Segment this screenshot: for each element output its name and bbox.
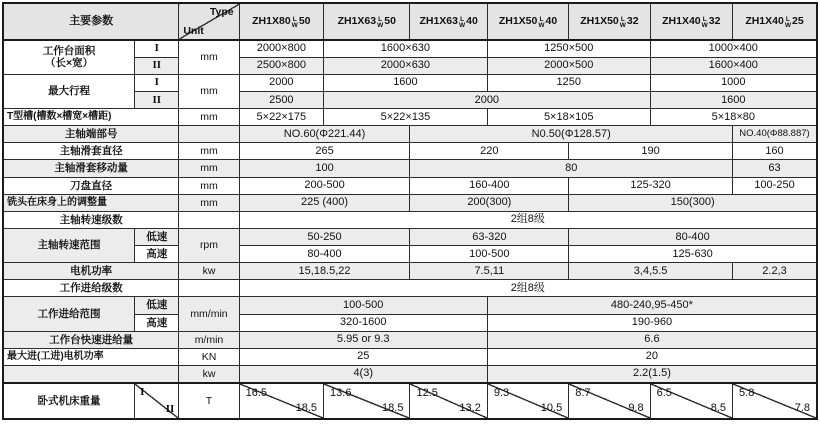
value-cell: 265 <box>239 143 410 160</box>
unit-cell: mm <box>179 194 239 211</box>
model-prefix: ZH1X40 <box>662 14 701 27</box>
row-label: 工作台快速进给量 <box>3 331 179 348</box>
value-cell: 225 (400) <box>239 194 410 211</box>
model-prefix: ZH1X80 <box>252 14 291 27</box>
weight-cell: 5.8 7.8 <box>733 383 818 420</box>
row-rapid-feed <box>3 331 817 348</box>
value-cell: 2组8级 <box>239 211 817 228</box>
sub-label-ii: II <box>165 403 175 416</box>
row-label: 铣头在床身上的调整量 <box>3 194 179 211</box>
value-cell: 1000×400 <box>650 40 817 57</box>
model-size: 25 <box>791 14 804 27</box>
row-feed-motor-kw <box>3 365 817 382</box>
model-header-zh1x63-50 <box>324 3 410 40</box>
value-cell: N0.50(Φ128.57) <box>410 126 733 143</box>
unit-cell: mm <box>179 74 239 108</box>
row-t-slot <box>3 109 817 126</box>
value-cell: 4(3) <box>239 365 487 382</box>
value-cell: 50-250 <box>239 228 410 245</box>
row-spindle-speed-low <box>3 228 817 245</box>
row-worktable-area-i <box>3 40 817 57</box>
unit-cell: T <box>179 383 239 420</box>
value-cell: 6.6 <box>487 331 817 348</box>
value-cell: 3,4,5.5 <box>569 263 733 280</box>
row-max-travel-i <box>3 74 817 91</box>
value-cell: NO.60(Φ221.44) <box>239 126 410 143</box>
weight-cell: 13.6 18.5 <box>324 383 410 420</box>
row-feed-steps <box>3 280 817 297</box>
value-cell: 1600×400 <box>650 57 817 74</box>
value-cell: 80-400 <box>239 246 410 263</box>
unit-cell: kw <box>179 365 239 382</box>
row-machine-weight <box>3 383 817 420</box>
value-cell: 63-320 <box>410 228 569 245</box>
unit-cell <box>179 211 239 228</box>
unit-cell <box>179 280 239 297</box>
value-cell: 200(300) <box>410 194 569 211</box>
unit-cell: m/min <box>179 331 239 348</box>
value-cell: 125-630 <box>569 246 817 263</box>
model-header-zh1x40-25 <box>733 3 818 40</box>
value-cell: 7.5,11 <box>410 263 569 280</box>
weight-cell: 9.3 10.5 <box>487 383 568 420</box>
value-cell: 320-1600 <box>239 314 487 331</box>
model-size: 32 <box>626 14 639 27</box>
value-cell: 2500×800 <box>239 57 323 74</box>
model-size: 40 <box>545 14 558 27</box>
lw-stack-icon: L W <box>538 15 545 29</box>
value-cell: 160 <box>733 143 818 160</box>
value-cell: 100-500 <box>410 246 569 263</box>
value-cell: 15,18.5,22 <box>239 263 410 280</box>
value-cell: 200-500 <box>239 177 410 194</box>
row-label: 主轴滑套直径 <box>3 143 179 160</box>
value-cell: 1600×630 <box>324 40 488 57</box>
value-cell: 2000×800 <box>239 40 323 57</box>
type-label: Type <box>209 6 234 18</box>
model-header-zh1x50-40 <box>487 3 568 40</box>
value-cell: 5×22×175 <box>239 109 323 126</box>
value-cell: 100-250 <box>733 177 818 194</box>
unit-cell: kw <box>179 263 239 280</box>
model-size: 50 <box>298 14 311 27</box>
value-cell: 100-500 <box>239 297 487 314</box>
lw-stack-icon: L W <box>291 15 298 29</box>
sub-label-i: I <box>135 74 179 91</box>
row-motor-power <box>3 263 817 280</box>
value-cell: 2000 <box>239 74 323 91</box>
row-label: 最大进(工进)电机功率 <box>3 348 179 365</box>
row-cutter-dia <box>3 177 817 194</box>
model-prefix: ZH1X50 <box>498 14 538 27</box>
main-params-header: 主要参数 <box>3 3 179 40</box>
row-spindle-speed-steps <box>3 211 817 228</box>
sub-label-high: 高速 <box>135 314 179 331</box>
row-label <box>3 365 179 382</box>
value-cell: 2000×500 <box>487 57 650 74</box>
unit-cell: KN <box>179 348 239 365</box>
weight-cell: 16.5 18.5 <box>239 383 323 420</box>
weight-cell: 12.5 13.2 <box>410 383 487 420</box>
value-cell: 2500 <box>239 91 323 108</box>
lw-stack-icon: L W <box>377 15 384 29</box>
lw-stack-icon: L W <box>701 15 708 29</box>
row-label: 刀盘直径 <box>3 177 179 194</box>
row-spindle-sleeve-dia <box>3 143 817 160</box>
unit-cell: mm <box>179 109 239 126</box>
sub-label-i: I <box>140 385 145 398</box>
spec-table <box>2 2 818 420</box>
value-cell: 2组8级 <box>239 280 817 297</box>
row-label: 主轴端部号 <box>3 126 179 143</box>
i-ii-split-cell <box>135 383 179 420</box>
lw-stack-icon: L W <box>784 15 791 29</box>
row-head-adjust <box>3 194 817 211</box>
sub-label-ii: II <box>135 57 179 74</box>
model-prefix: ZH1X40 <box>745 14 784 27</box>
model-prefix: ZH1X63 <box>337 14 377 27</box>
unit-cell <box>179 126 239 143</box>
value-cell: 1250 <box>487 74 650 91</box>
value-cell: 1600 <box>650 91 817 108</box>
sub-label-low: 低速 <box>135 297 179 314</box>
model-size: 50 <box>384 14 396 27</box>
weight-cell: 8.7 9.8 <box>569 383 650 420</box>
header-row <box>3 3 817 40</box>
row-label: 工作进给范围 <box>3 297 135 331</box>
value-cell: 80-400 <box>569 228 817 245</box>
model-header-zh1x50-32 <box>569 3 650 40</box>
value-cell: 160-400 <box>410 177 569 194</box>
sub-label-high: 高速 <box>135 246 179 263</box>
unit-cell: mm <box>179 177 239 194</box>
value-cell: 100 <box>239 160 410 177</box>
model-size: 40 <box>466 14 478 27</box>
row-feed-range-low <box>3 297 817 314</box>
value-cell: 1000 <box>650 74 817 91</box>
value-cell: 190 <box>569 143 733 160</box>
value-cell: 63 <box>733 160 818 177</box>
weight-cell: 6.5 8.5 <box>650 383 732 420</box>
row-label: 主轴转速范围 <box>3 228 135 262</box>
row-label: T型槽(槽数×槽宽×槽距) <box>3 109 179 126</box>
unit-cell: mm <box>179 40 239 74</box>
value-cell: 2.2,3 <box>733 263 818 280</box>
row-label: 最大行程 <box>3 74 135 108</box>
model-header-zh1x40-32 <box>650 3 732 40</box>
lw-stack-icon: L W <box>458 15 466 29</box>
row-max-feed-force <box>3 348 817 365</box>
row-spindle-sleeve-travel <box>3 160 817 177</box>
row-label: 工作台面积 （长×宽） <box>3 40 135 74</box>
row-label: 电机功率 <box>3 263 179 280</box>
unit-cell: mm/min <box>179 297 239 331</box>
unit-cell: mm <box>179 143 239 160</box>
lw-stack-icon: L W <box>619 15 626 29</box>
model-header-zh1x80-50 <box>239 3 323 40</box>
value-cell: 1600 <box>324 74 488 91</box>
value-cell: 20 <box>487 348 817 365</box>
model-prefix: ZH1X63 <box>419 14 458 27</box>
value-cell: 2000×630 <box>324 57 488 74</box>
unit-cell: rpm <box>179 228 239 262</box>
value-cell: 5×18×80 <box>650 109 817 126</box>
sub-label-ii: II <box>135 91 179 108</box>
value-cell: 2.2(1.5) <box>487 365 817 382</box>
type-unit-header <box>179 3 239 40</box>
value-cell: 5×22×135 <box>324 109 488 126</box>
sub-label-low: 低速 <box>135 228 179 245</box>
value-cell: 5×18×105 <box>487 109 650 126</box>
value-cell: NO.40(Φ88.887) <box>733 126 818 143</box>
row-label: 卧式机床重量 <box>3 383 135 420</box>
row-label: 工作进给级数 <box>3 280 179 297</box>
model-header-zh1x63-40 <box>410 3 487 40</box>
value-cell: 25 <box>239 348 487 365</box>
value-cell: 125-320 <box>569 177 733 194</box>
value-cell: 150(300) <box>569 194 817 211</box>
value-cell: 5.95 or 9.3 <box>239 331 487 348</box>
row-label: 主轴滑套移动量 <box>3 160 179 177</box>
model-prefix: ZH1X50 <box>580 14 619 27</box>
model-size: 32 <box>708 14 721 27</box>
unit-label: Unit <box>183 24 204 37</box>
value-cell: 190-960 <box>487 314 817 331</box>
row-label: 主轴转速级数 <box>3 211 179 228</box>
value-cell: 1250×500 <box>487 40 650 57</box>
value-cell: 2000 <box>324 91 651 108</box>
unit-cell: mm <box>179 160 239 177</box>
row-spindle-end <box>3 126 817 143</box>
value-cell: 220 <box>410 143 569 160</box>
value-cell: 480-240,95-450* <box>487 297 817 314</box>
value-cell: 80 <box>410 160 733 177</box>
sub-label-i: I <box>135 40 179 57</box>
